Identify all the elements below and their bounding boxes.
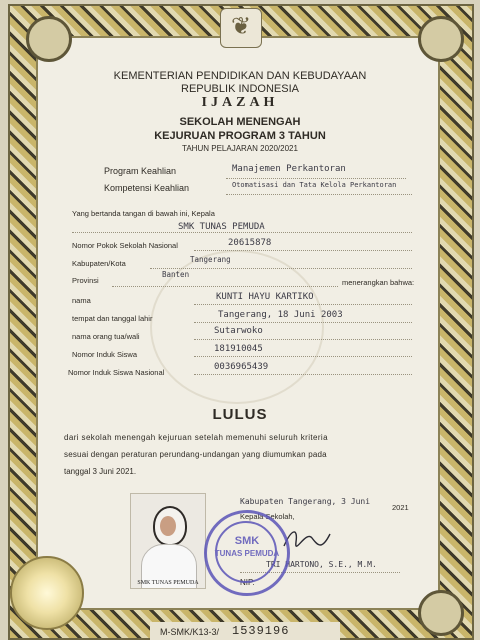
competency-label: Kompetensi Keahlian xyxy=(104,183,190,193)
principal-name: TRI HARTONO, S.E., M.M. xyxy=(266,560,377,569)
statement-line-3: tanggal 3 Juni 2021. xyxy=(64,467,137,476)
student-photo xyxy=(130,493,206,589)
graduation-status: LULUS xyxy=(212,406,268,423)
document-title: IJAZAH xyxy=(201,95,279,110)
nip-label: NIP. xyxy=(240,578,255,587)
program-label: Program Keahlian xyxy=(104,166,177,176)
competency-value: Otomatisasi dan Tata Kelola Perkantoran xyxy=(232,181,397,189)
hologram-seal xyxy=(10,556,84,630)
signature-year: 2021 xyxy=(392,503,409,512)
serial-code: M-SMK/K13-3/ xyxy=(160,627,220,637)
student-name-dotted-line xyxy=(194,304,412,305)
nisn-value: 0036965439 xyxy=(214,362,269,372)
school-type-line-2: KEJURUAN PROGRAM 3 TAHUN xyxy=(154,130,326,142)
regency-dotted-line xyxy=(150,268,412,269)
program-dotted-line xyxy=(226,178,406,179)
corner-ornament-top-left xyxy=(26,16,72,62)
serial-number: 1539196 xyxy=(232,624,290,638)
regency-label: Kabupaten/Kota xyxy=(72,259,126,268)
student-name-label: nama xyxy=(72,296,91,305)
republic-name: REPUBLIK INDONESIA xyxy=(181,83,299,95)
program-value: Manajemen Perkantoran xyxy=(232,164,346,174)
corner-ornament-bottom-right xyxy=(418,590,464,636)
parent-label: nama orang tua/wali xyxy=(72,332,140,341)
school-name-dotted-line xyxy=(72,232,412,233)
province-label: Provinsi xyxy=(72,276,99,285)
competency-dotted-line xyxy=(226,194,412,195)
birth-label: tempat dan tanggal lahir xyxy=(72,314,153,323)
nis-dotted-line xyxy=(194,356,412,357)
parent-value: Sutarwoko xyxy=(214,326,263,336)
school-stamp xyxy=(204,510,290,596)
student-name-value: KUNTI HAYU KARTIKO xyxy=(216,292,314,302)
garuda-emblem-icon: ❦ xyxy=(220,8,262,48)
stamp-line-1: SMK xyxy=(234,535,260,547)
npsn-dotted-line xyxy=(194,250,412,251)
signature-role: Kepala Sekolah, xyxy=(240,512,295,521)
photo-caption: SMK TUNAS PEMUDA xyxy=(137,580,199,586)
ministry-name: KEMENTERIAN PENDIDIKAN DAN KEBUDAYAAN xyxy=(113,70,367,82)
signature-place-date: Kabupaten Tangerang, 3 Juni xyxy=(240,497,371,506)
province-value: Banten xyxy=(162,270,190,279)
statement-line-2: sesuai dengan peraturan perundang-undangan yang diumumkan pada xyxy=(64,450,327,459)
nisn-dotted-line xyxy=(194,374,412,375)
statement-line-1: dari sekolah menengah kejuruan setelah memenuhi seluruh kriteria xyxy=(64,433,328,442)
npsn-value: 20615878 xyxy=(228,238,272,248)
corner-ornament-top-right xyxy=(418,16,464,62)
nis-label: Nomor Induk Siswa xyxy=(72,350,138,359)
stamp-line-2: TUNAS PEMUDA xyxy=(214,549,280,558)
nis-value: 181910045 xyxy=(214,344,263,354)
school-type-line-1: SEKOLAH MENENGAH xyxy=(179,116,301,128)
province-dotted-line xyxy=(112,286,338,287)
parent-dotted-line xyxy=(194,339,412,340)
nisn-label: Nomor Induk Siswa Nasional xyxy=(68,368,165,377)
birth-value: Tangerang, 18 Juni 2003 xyxy=(218,310,343,320)
regency-value: Tangerang xyxy=(190,255,231,264)
npsn-label: Nomor Pokok Sekolah Nasional xyxy=(72,241,178,250)
signatory-intro: Yang bertanda tangan di bawah ini, Kepala xyxy=(72,209,215,218)
school-name: SMK TUNAS PEMUDA xyxy=(178,222,265,232)
birth-dotted-line xyxy=(194,322,412,323)
school-year: TAHUN PELAJARAN 2020/2021 xyxy=(182,144,298,153)
declares-text: menerangkan bahwa: xyxy=(342,278,415,287)
